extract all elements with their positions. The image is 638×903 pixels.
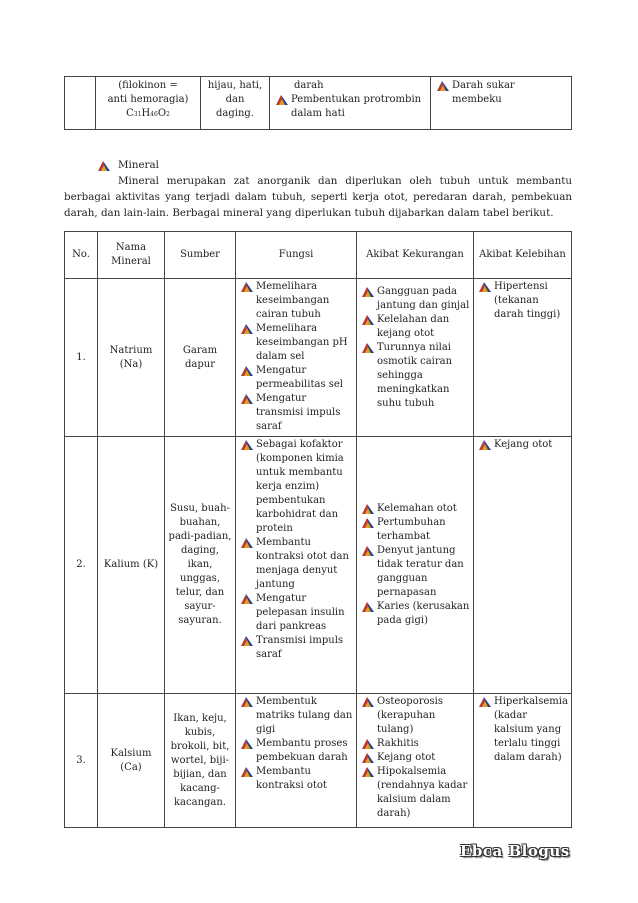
bullet-icon bbox=[362, 602, 374, 612]
bullet-icon bbox=[362, 753, 374, 763]
bullet-icon bbox=[479, 440, 491, 450]
list-item: Mengatur permeabilitas sel bbox=[239, 364, 353, 392]
section-paragraph: Mineral merupakan zat anorganik dan diperlukan oleh tubuh untuk membantu berbagai aktivitas yang terjadi dalam tubuh, seperti kerja otot, peredaran darah, pembekuan darah, dan lain-lain. Berbagai mineral yang diperlukan tubuh dijabarkan dalam tabel berikut. bbox=[64, 175, 572, 219]
list-item: Mengatur pelepasan insulin dari pankreas bbox=[239, 592, 353, 634]
footer-logo-text: Ebca Blogus bbox=[460, 842, 570, 860]
cell-no: 2. bbox=[65, 437, 98, 694]
header-sumber: Sumber bbox=[165, 232, 236, 279]
list-item: Pertumbuhan terhambat bbox=[360, 516, 470, 544]
cell-no bbox=[65, 77, 96, 130]
table-row bbox=[65, 279, 572, 437]
text-line: (filokinon = bbox=[118, 80, 178, 91]
cell-nama: Kalium (K) bbox=[98, 437, 165, 694]
bullet-icon bbox=[362, 518, 374, 528]
cell-deficiency bbox=[431, 77, 572, 130]
cell-kekurangan bbox=[357, 437, 474, 694]
list-item: Membentuk matriks tulang dan gigi bbox=[239, 695, 353, 737]
list-item: Kelemahan otot bbox=[360, 502, 470, 516]
header-nama: Nama Mineral bbox=[98, 232, 165, 279]
list-item: Kelelahan dan kejang otot bbox=[360, 313, 470, 341]
list-item: Memelihara keseimbangan pH dalam sel bbox=[239, 322, 353, 364]
mineral-table bbox=[64, 231, 572, 828]
bullet-icon bbox=[241, 739, 253, 749]
bullet-icon bbox=[98, 160, 110, 170]
bullet-icon bbox=[241, 636, 253, 646]
section-heading bbox=[64, 157, 572, 173]
bullet-icon bbox=[241, 767, 253, 777]
bullet-icon bbox=[362, 315, 374, 325]
bullet-icon bbox=[241, 394, 253, 404]
bullet-icon bbox=[362, 343, 374, 353]
cell-vitamin-name bbox=[96, 77, 201, 130]
text-line: anti hemoragia) bbox=[107, 94, 189, 105]
cell-fungsi bbox=[236, 694, 357, 828]
bullet-icon bbox=[362, 504, 374, 514]
bullet-list bbox=[435, 79, 567, 107]
cell-kekurangan bbox=[357, 694, 474, 828]
section-heading-text: Mineral bbox=[118, 159, 159, 171]
list-item: Karies (kerusakan pada gigi) bbox=[360, 600, 470, 628]
bullet-icon bbox=[241, 366, 253, 376]
bullet-icon bbox=[241, 324, 253, 334]
text-line: darah bbox=[294, 80, 324, 91]
bullet-icon bbox=[437, 81, 449, 91]
cell-sumber: Ikan, keju, kubis, brokoli, bit, wortel, biji-bijian, dan kacang-kacangan. bbox=[165, 694, 236, 828]
list-item: Pembentukan protrombin dalam hati bbox=[274, 93, 426, 121]
bullet-list bbox=[477, 438, 568, 452]
cell-kekurangan bbox=[357, 279, 474, 437]
bullet-list bbox=[274, 93, 426, 121]
cell-function bbox=[270, 77, 431, 130]
bullet-icon bbox=[241, 538, 253, 548]
table-body bbox=[65, 279, 572, 828]
bullet-icon bbox=[241, 697, 253, 707]
bullet-list bbox=[477, 280, 568, 322]
text-line: daging. bbox=[216, 108, 254, 119]
table-row bbox=[65, 77, 572, 130]
bullet-list bbox=[360, 502, 470, 628]
bullet-icon bbox=[362, 697, 374, 707]
bullet-icon bbox=[362, 287, 374, 297]
list-item: Rakhitis bbox=[360, 737, 470, 751]
cell-source bbox=[201, 77, 270, 130]
bullet-list bbox=[239, 695, 353, 793]
header-no: No. bbox=[65, 232, 98, 279]
list-item: Membantu kontraksi otot dan menjaga denyut jantung bbox=[239, 536, 353, 592]
cell-nama: Natrium (Na) bbox=[98, 279, 165, 437]
list-item: Hiperkalsemia (kadar kalsium yang terlalu tinggi dalam darah) bbox=[477, 695, 568, 765]
list-item: Osteoporosis (kerapuhan tulang) bbox=[360, 695, 470, 737]
vitamin-table-continuation bbox=[64, 76, 572, 130]
list-item: Turunnya nilai osmotik cairan sehingga meningkatkan suhu tubuh bbox=[360, 341, 470, 411]
list-item: Gangguan pada jantung dan ginjal bbox=[360, 285, 470, 313]
list-item: Kejang otot bbox=[477, 438, 568, 452]
cell-no: 3. bbox=[65, 694, 98, 828]
list-item: Sebagai kofaktor (komponen kimia untuk membantu kerja enzim) pembentukan karbohidrat dan protein bbox=[239, 438, 353, 536]
list-item: Hipokalsemia (rendahnya kadar kalsium dalam darah) bbox=[360, 765, 470, 821]
bullet-icon bbox=[241, 440, 253, 450]
bullet-list bbox=[360, 695, 470, 821]
cell-kelebihan bbox=[474, 437, 572, 694]
bullet-list bbox=[239, 280, 353, 434]
cell-fungsi bbox=[236, 279, 357, 437]
bullet-icon bbox=[276, 95, 288, 105]
list-item: Mengatur transmisi impuls saraf bbox=[239, 392, 353, 434]
header-kekurangan: Akibat Kekurangan bbox=[357, 232, 474, 279]
header-kelebihan: Akibat Kelebihan bbox=[474, 232, 572, 279]
bullet-icon bbox=[362, 546, 374, 556]
cell-kelebihan bbox=[474, 279, 572, 437]
header-fungsi: Fungsi bbox=[236, 232, 357, 279]
bullet-list bbox=[360, 285, 470, 411]
list-item: Membantu kontraksi otot bbox=[239, 765, 353, 793]
bullet-icon bbox=[362, 767, 374, 777]
list-item: Darah sukar membeku bbox=[435, 79, 567, 107]
list-item: Hipertensi (tekanan darah tinggi) bbox=[477, 280, 568, 322]
cell-fungsi bbox=[236, 437, 357, 694]
list-item: Kejang otot bbox=[360, 751, 470, 765]
table-row bbox=[65, 694, 572, 828]
text-line: hijau, hati, bbox=[207, 80, 263, 91]
chemical-formula: C31H46O2 bbox=[126, 108, 170, 119]
bullet-icon bbox=[241, 594, 253, 604]
cell-kelebihan bbox=[474, 694, 572, 828]
list-item: Memelihara keseimbangan cairan tubuh bbox=[239, 280, 353, 322]
bullet-icon bbox=[479, 282, 491, 292]
cell-sumber: Susu, buah-buahan, padi-padian, daging, ikan, unggas, telur, dan sayur-sayuran. bbox=[165, 437, 236, 694]
bullet-list bbox=[239, 438, 353, 662]
bullet-icon bbox=[241, 282, 253, 292]
list-item: Transmisi impuls saraf bbox=[239, 634, 353, 662]
cell-no: 1. bbox=[65, 279, 98, 437]
table-row bbox=[65, 437, 572, 694]
mineral-section bbox=[64, 157, 572, 221]
cell-nama: Kalsium (Ca) bbox=[98, 694, 165, 828]
bullet-icon bbox=[362, 739, 374, 749]
list-item: Membantu proses pembekuan darah bbox=[239, 737, 353, 765]
cell-sumber: Garam dapur bbox=[165, 279, 236, 437]
bullet-icon bbox=[479, 697, 491, 707]
bullet-list bbox=[477, 695, 568, 765]
list-item: Denyut jantung tidak teratur dan gangguan pernapasan bbox=[360, 544, 470, 600]
table-header-row bbox=[65, 232, 572, 279]
text-line: dan bbox=[225, 94, 245, 105]
